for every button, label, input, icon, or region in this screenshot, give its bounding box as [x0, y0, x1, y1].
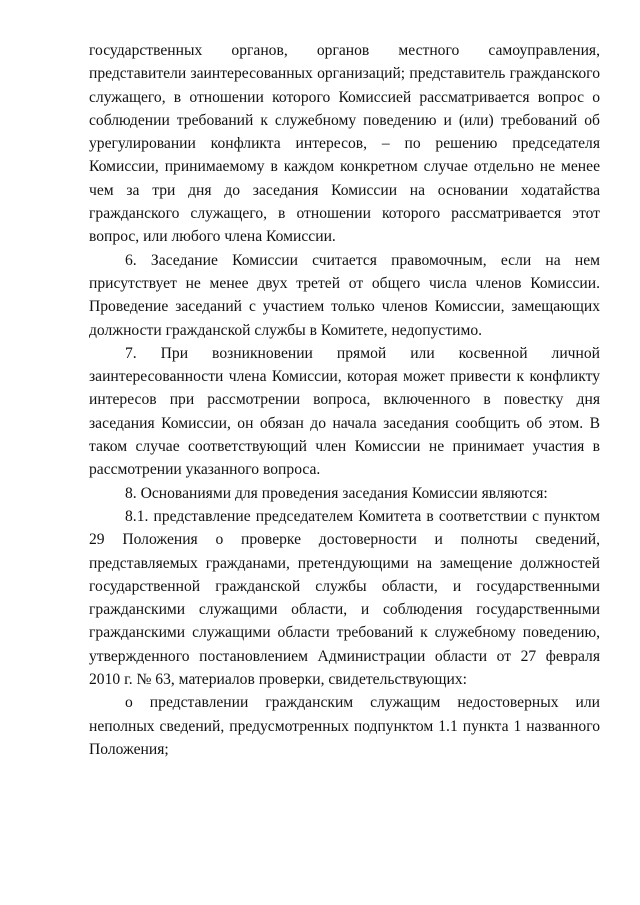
paragraph-false-information: о представлении гражданским служащим недостоверных или неполных сведений, предусмотренных подпунктом 1.1 пункта 1 названного Положения; [89, 694, 600, 758]
paragraph-continuation-invitees: государственных органов, органов местного самоуправления, представители заинтересованных организаций; представитель гражданского служащего, в отношении которого Комиссией рассматривается вопрос о соблюдении требований к служебному поведению и (или) требований об урегулировании конфликта интересов, – по решению председателя Комиссии, принимаемому в каждом конкретном случае отдельно не менее чем за три дня до заседания Комиссии на основании ходатайства гражданского служащего, в отношении которого рассматривается этот вопрос, или любого члена Комиссии. [89, 42, 600, 246]
paragraph-8-1-submission: 8.1. представление председателем Комитета в соответствии с пунктом 29 Положения о проверке достоверности и полноты сведений, представляемых гражданами, претендующими на замещение должностей государственной гражданской службы области, и государственными гражданскими служащими области, и соблюдения государственными гражданскими служащими области требований к служебному поведению, утвержденного постановлением Администрации области от 27 февраля 2010 г. № 63, материалов проверки, свидетельствующих: [89, 507, 600, 689]
paragraph-6-quorum: 6. Заседание Комиссии считается правомочным, если на нем присутствует не менее двух третей от общего числа членов Комиссии. Проведение заседаний с участием только членов Комиссии, замещающих должности гражданской службы в Комитете, недопустимо. [89, 251, 600, 339]
paragraph-7-conflict-of-interest: 7. При возникновении прямой или косвенной личной заинтересованности члена Комиссии, которая может привести к конфликту интересов при рассмотрении вопроса, включенного в повестку дня заседания Комиссии, он обязан до начала заседания сообщить об этом. В таком случае соответствующий член Комиссии не принимает участия в рассмотрении указанного вопроса. [89, 344, 600, 479]
paragraph-8-grounds: 8. Основаниями для проведения заседания Комиссии являются: [125, 484, 548, 502]
